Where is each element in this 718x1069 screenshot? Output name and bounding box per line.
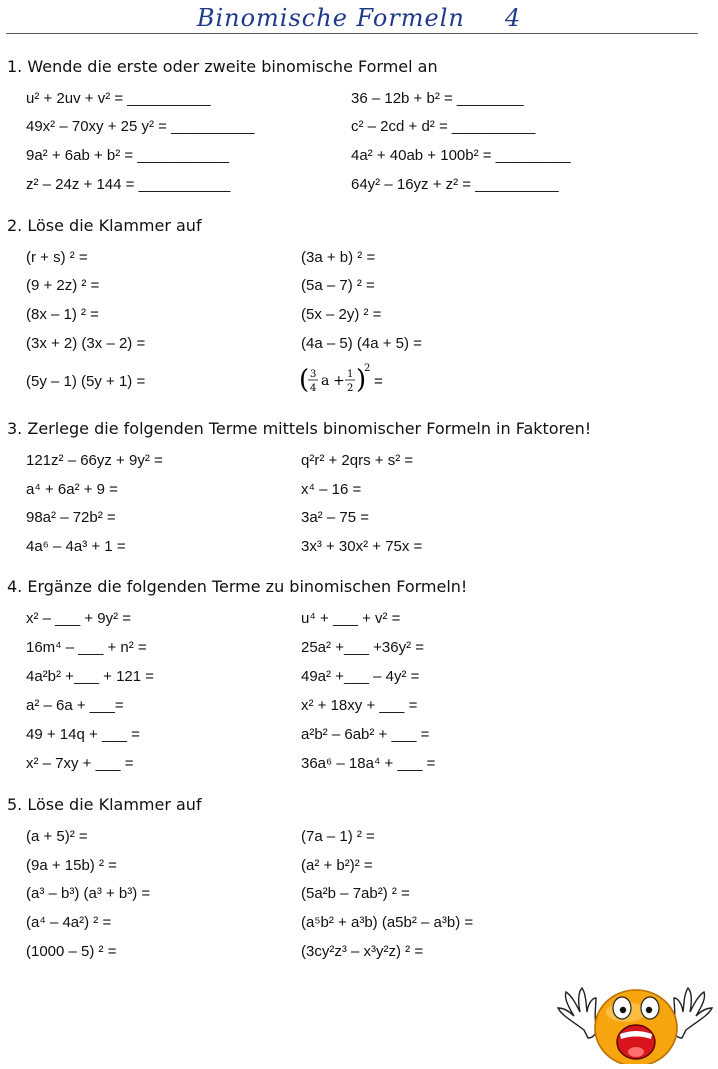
- exercise-5-right-4: (a⁵b² + a³b) (a5b² – a³b) =: [301, 914, 474, 931]
- exercise-2-left-2: (9 + 2z) ² =: [26, 277, 100, 294]
- fraction-1-numerator: 3: [310, 369, 317, 380]
- exercise-1-right-2: c² – 2cd + d² = __________: [351, 118, 536, 135]
- right-pupil: [646, 1007, 652, 1013]
- section-1-heading: 1. Wende die erste oder zweite binomische Formel an: [7, 57, 438, 76]
- exercise-5-left-5: (1000 – 5) ² =: [26, 943, 117, 960]
- fraction-exponent: 2: [364, 363, 371, 374]
- left-pupil: [620, 1007, 626, 1013]
- exercise-2-right-1: (3a + b) ² =: [301, 249, 376, 266]
- screaming-face-illustration: [556, 972, 714, 1064]
- screaming-face-icon: [556, 972, 714, 1064]
- exercise-2-left-3: (8x – 1) ² =: [26, 306, 99, 323]
- title-number: 4: [504, 4, 522, 32]
- exercise-5-left-1: (a + 5)² =: [26, 828, 88, 845]
- exercise-2-left-5: (5y – 1) (5y + 1) =: [26, 373, 146, 390]
- exercise-1-left-4: z² – 24z + 144 = ___________: [26, 176, 231, 193]
- fraction-1-denominator: 4: [310, 383, 317, 394]
- exercise-5-right-3: (5a²b – 7ab²) ² =: [301, 885, 410, 902]
- exercise-4-right-5: a²b² – 6ab² + ___ =: [301, 726, 430, 743]
- exercise-5-left-4: (a⁴ – 4a²) ² =: [26, 914, 112, 931]
- exercise-4-right-4: x² + 18xy + ___ =: [301, 697, 418, 714]
- fraction-operator: +: [333, 373, 345, 389]
- exercise-1-left-2: 49x² – 70xy + 25 y² = __________: [26, 118, 255, 135]
- exercise-1-right-3: 4a² + 40ab + 100b² = _________: [351, 147, 571, 164]
- fraction-equals: =: [374, 373, 383, 390]
- exercise-3-right-2: x⁴ – 16 =: [301, 481, 362, 498]
- exercise-1-left-3: 9a² + 6ab + b² = ___________: [26, 147, 230, 164]
- exercise-2-left-4: (3x + 2) (3x – 2) =: [26, 335, 146, 352]
- exercise-5-right-5: (3cy²z³ – x³y²z) ² =: [301, 943, 424, 960]
- exercise-5-left-3: (a³ – b³) (a³ + b³) =: [26, 885, 151, 902]
- title-divider: [6, 33, 698, 34]
- exercise-4-left-2: 16m⁴ – ___ + n² =: [26, 639, 147, 656]
- exercise-3-right-3: 3a² – 75 =: [301, 509, 369, 526]
- exercise-2-right-5-fraction: [299, 360, 399, 400]
- exercise-2-right-2: (5a – 7) ² =: [301, 277, 375, 294]
- exercise-5-left-2: (9a + 15b) ² =: [26, 857, 117, 874]
- exercise-3-right-1: q²r² + 2qrs + s² =: [301, 452, 414, 469]
- exercise-3-left-1: 121z² – 66yz + 9y² =: [26, 452, 163, 469]
- tongue: [628, 1047, 644, 1057]
- exercise-4-right-6: 36a⁶ – 18a⁴ + ___ =: [301, 755, 436, 772]
- exercise-3-right-4: 3x³ + 30x² + 75x =: [301, 538, 423, 555]
- exercise-3-left-4: 4a⁶ – 4a³ + 1 =: [26, 538, 126, 555]
- left-hand-icon: [558, 988, 597, 1038]
- exercise-1-right-4: 64y² – 16yz + z² = __________: [351, 176, 559, 193]
- right-hand-icon: [673, 988, 712, 1038]
- exercise-4-right-1: u⁴ + ___ + v² =: [301, 610, 401, 627]
- exercise-1-right-1: 36 – 12b + b² = ________: [351, 90, 524, 107]
- section-2-heading: 2. Löse die Klammer auf: [7, 216, 202, 235]
- page-title: [0, 4, 718, 32]
- exercise-4-left-3: 4a²b² +___ + 121 =: [26, 668, 155, 685]
- exercise-4-left-4: a² – 6a + ___=: [26, 697, 124, 714]
- exercise-3-left-2: a⁴ + 6a² + 9 =: [26, 481, 118, 498]
- section-4-heading: 4. Ergänze die folgenden Terme zu binomischen Formeln!: [7, 577, 468, 596]
- paren-open: (: [299, 365, 310, 395]
- fraction-2-numerator: 1: [347, 369, 354, 380]
- exercise-4-left-6: x² – 7xy + ___ =: [26, 755, 134, 772]
- exercise-2-right-3: (5x – 2y) ² =: [301, 306, 382, 323]
- title-text: Binomische Formeln: [196, 4, 465, 32]
- fraction-variable: a: [321, 373, 330, 389]
- exercise-4-right-2: 25a² +___ +36y² =: [301, 639, 425, 656]
- exercise-2-right-4: (4a – 5) (4a + 5) =: [301, 335, 422, 352]
- exercise-5-right-2: (a² + b²)² =: [301, 857, 373, 874]
- exercise-3-left-3: 98a² – 72b² =: [26, 509, 116, 526]
- exercise-2-left-1: (r + s) ² =: [26, 249, 88, 266]
- exercise-5-right-1: (7a – 1) ² =: [301, 828, 375, 845]
- exercise-4-left-5: 49 + 14q + ___ =: [26, 726, 140, 743]
- section-3-heading: 3. Zerlege die folgenden Terme mittels binomischer Formeln in Faktoren!: [7, 419, 592, 438]
- exercise-4-left-1: x² – ___ + 9y² =: [26, 610, 132, 627]
- fraction-expression: [299, 360, 399, 400]
- exercise-4-right-3: 49a² +___ – 4y² =: [301, 668, 420, 685]
- section-5-heading: 5. Löse die Klammer auf: [7, 795, 202, 814]
- exercise-1-left-1: u² + 2uv + v² = __________: [26, 90, 211, 107]
- paren-close: ): [356, 365, 367, 395]
- fraction-2-denominator: 2: [347, 383, 354, 394]
